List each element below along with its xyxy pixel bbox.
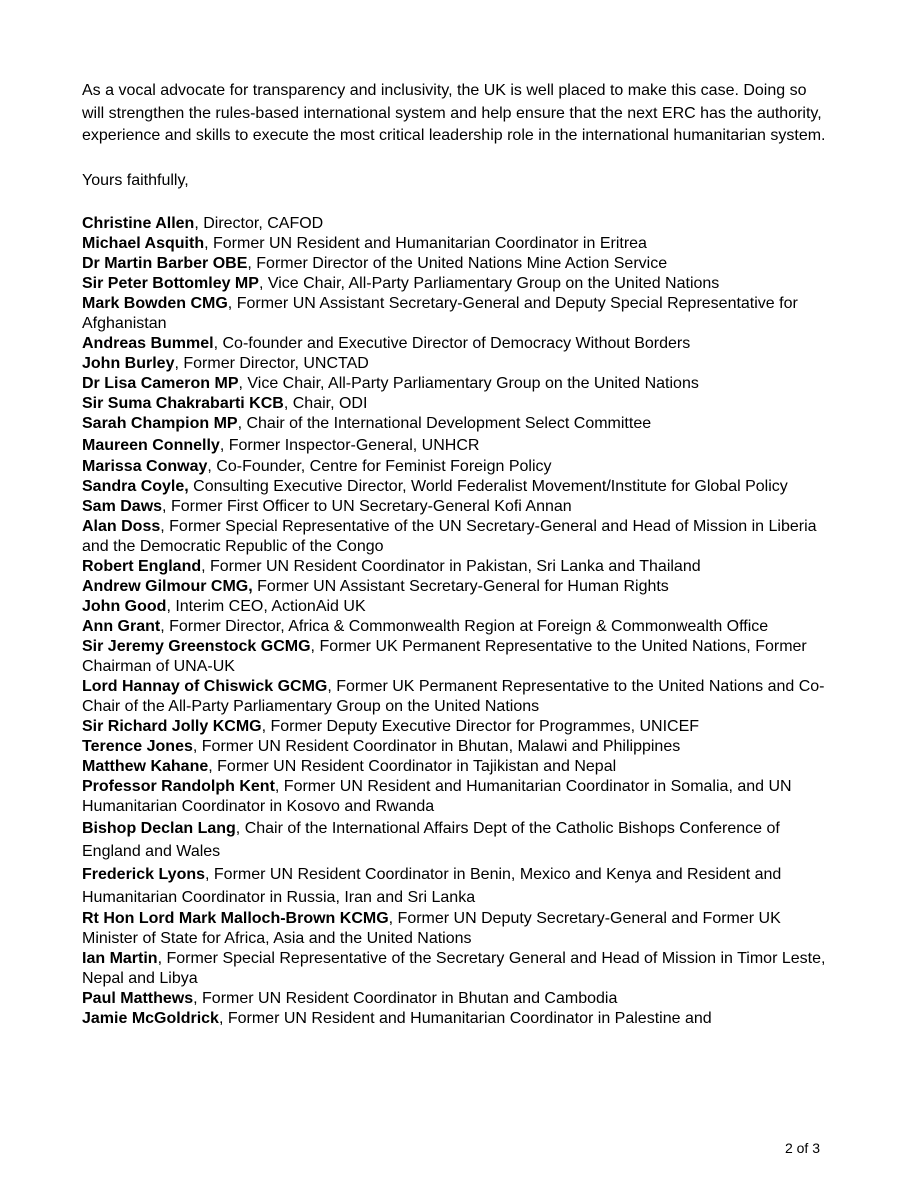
signatory-name: Terence Jones xyxy=(82,738,193,755)
signatory-name: Robert England xyxy=(82,558,202,575)
signatory-name: Dr Martin Barber OBE xyxy=(82,255,248,272)
signatory-role: , Chair, ODI xyxy=(283,395,368,412)
signatory-role: , Former Special Representative of the UN Secretary-General and Head of Mission in Liberia and the Democratic Republic of the Congo xyxy=(82,518,817,555)
signatory-item xyxy=(82,457,832,477)
signatory-role: , Former UN Resident and Humanitarian Coordinator in Palestine and xyxy=(218,1010,712,1027)
signatory-role: , Chair of the International Development Select Committee xyxy=(237,415,652,432)
signatory-role: , Former UK Permanent Representative to the United Nations, Former Chairman of UNA-UK xyxy=(82,638,807,675)
signatory-role: , Former UN Resident Coordinator in Benin, Mexico and Kenya and Resident and Humanitarian Coordinator in Russia, Iran and Sri Lanka xyxy=(82,866,782,906)
signatory-role: , Former UK Permanent Representative to the United Nations and Co-Chair of the All-Party Parliamentary Group on the United Nations xyxy=(82,678,825,715)
signatory-item xyxy=(82,617,832,637)
signatory-role: , Former Director, Africa & Commonwealth Region at Foreign & Commonwealth Office xyxy=(160,618,769,635)
signatory-role: , Former Deputy Executive Director for Programmes, UNICEF xyxy=(261,718,700,735)
signatory-name: Jamie McGoldrick xyxy=(82,1010,219,1027)
signatory-role: , Former Director of the United Nations Mine Action Service xyxy=(247,255,668,272)
signatory-item xyxy=(82,777,832,817)
signatory-name: Christine Allen xyxy=(82,215,195,232)
signatory-role: , Vice Chair, All-Party Parliamentary Group on the United Nations xyxy=(238,375,699,392)
signatory-name: Frederick Lyons xyxy=(82,866,206,883)
signatory-item xyxy=(82,517,832,557)
signatory-name: Sir Suma Chakrabarti KCB xyxy=(82,395,284,412)
signatory-name: John Good xyxy=(82,598,167,615)
signatory-name: Paul Matthews xyxy=(82,990,194,1007)
page-number: 2 of 3 xyxy=(784,1140,820,1156)
signatory-role: , Former UN Deputy Secretary-General and Former UK Minister of State for Africa, Asia and the United Nations xyxy=(82,910,781,947)
signatory-item xyxy=(82,394,832,414)
signatory-item xyxy=(82,557,832,577)
signatory-item xyxy=(82,354,832,374)
signatory-item xyxy=(82,717,832,737)
signatory-name: Bishop Declan Lang xyxy=(82,820,236,837)
signatory-item xyxy=(82,274,832,294)
signatory-role: , Former UN Resident Coordinator in Bhutan and Cambodia xyxy=(193,990,618,1007)
signatory-item xyxy=(82,294,832,334)
signatory-role: , Former UN Resident Coordinator in Pakistan, Sri Lanka and Thailand xyxy=(201,558,701,575)
signatory-name: Michael Asquith xyxy=(82,235,205,252)
signatory-name: Dr Lisa Cameron MP xyxy=(82,375,239,392)
signatory-name: Andrew Gilmour CMG, xyxy=(82,578,253,595)
signatory-item xyxy=(82,949,832,989)
signatory-item xyxy=(82,254,832,274)
signatory-role: , Former UN Resident Coordinator in Tajikistan and Nepal xyxy=(208,758,617,775)
signatory-item xyxy=(82,757,832,777)
signatory-name: Marissa Conway xyxy=(82,458,208,475)
signatory-role: Consulting Executive Director, World Federalist Movement/Institute for Global Policy xyxy=(188,478,788,495)
letter-page xyxy=(82,80,832,1029)
signatory-item xyxy=(82,434,832,457)
signatory-role: , Chair of the International Affairs Dept of the Catholic Bishops Conference of England and Wales xyxy=(82,820,780,860)
intro-paragraph: As a vocal advocate for transparency and inclusivity, the UK is well placed to make this case. Doing so will strengthen the rules-based international system and help ensure that the next ERC has the authority, experience and skills to execute the most critical leadership role in the international humanitarian system. xyxy=(82,82,826,144)
signatory-name: Mark Bowden CMG xyxy=(82,295,228,312)
signatory-item xyxy=(82,597,832,617)
signatory-role: , Former Inspector-General, UNHCR xyxy=(219,437,480,454)
signatory-name: Maureen Connelly xyxy=(82,437,220,454)
signatory-name: Rt Hon Lord Mark Malloch-Brown KCMG xyxy=(82,910,389,927)
signatory-name: Sandra Coyle, xyxy=(82,478,189,495)
signatory-item xyxy=(82,214,832,234)
signatory-role: , Co-founder and Executive Director of Democracy Without Borders xyxy=(213,335,691,352)
signatory-name: Professor Randolph Kent xyxy=(82,778,275,795)
signatory-item xyxy=(82,863,832,909)
signatory-name: Sarah Champion MP xyxy=(82,415,238,432)
signatory-name: Alan Doss xyxy=(82,518,161,535)
signatory-name: Ian Martin xyxy=(82,950,158,967)
signatory-name: Ann Grant xyxy=(82,618,161,635)
signatory-role: , Former UN Assistant Secretary-General and Deputy Special Representative for Afghanistan xyxy=(82,295,798,332)
signatory-role: , Former UN Resident Coordinator in Bhutan, Malawi and Philippines xyxy=(192,738,681,755)
signatory-role: Former UN Assistant Secretary-General for Human Rights xyxy=(252,578,669,595)
signatory-name: Lord Hannay of Chiswick GCMG xyxy=(82,678,328,695)
signatory-item xyxy=(82,989,832,1009)
signatory-item xyxy=(82,817,832,863)
signatory-role: , Former First Officer to UN Secretary-General Kofi Annan xyxy=(162,498,572,515)
signatory-role: , Former UN Resident and Humanitarian Coordinator in Somalia, and UN Humanitarian Coordinator in Kosovo and Rwanda xyxy=(82,778,792,815)
signatory-item xyxy=(82,334,832,354)
signatory-item xyxy=(82,374,832,394)
signatory-role: , Former Special Representative of the Secretary General and Head of Mission in Timor Leste, Nepal and Libya xyxy=(82,950,826,987)
signatory-item xyxy=(82,477,832,497)
signatory-item xyxy=(82,414,832,434)
signatory-item xyxy=(82,737,832,757)
signatory-item xyxy=(82,637,832,677)
signatory-name: John Burley xyxy=(82,355,175,372)
signatory-item xyxy=(82,234,832,254)
signatory-item xyxy=(82,677,832,717)
signatory-name: Sir Richard Jolly KCMG xyxy=(82,718,262,735)
signatory-name: Sir Jeremy Greenstock GCMG xyxy=(82,638,311,655)
signatory-item xyxy=(82,909,832,949)
signatory-item xyxy=(82,497,832,517)
signatory-list xyxy=(82,214,832,1029)
signatory-role: , Interim CEO, ActionAid UK xyxy=(166,598,366,615)
signatory-name: Matthew Kahane xyxy=(82,758,209,775)
signatory-role: , Former UN Resident and Humanitarian Coordinator in Eritrea xyxy=(204,235,647,252)
signatory-name: Andreas Bummel xyxy=(82,335,214,352)
signatory-role: , Vice Chair, All-Party Parliamentary Group on the United Nations xyxy=(258,275,720,292)
closing-salutation: Yours faithfully, xyxy=(82,171,189,189)
signatory-name: Sam Daws xyxy=(82,498,163,515)
signatory-item xyxy=(82,577,832,597)
signatory-role: , Director, CAFOD xyxy=(194,215,324,232)
signatory-role: , Former Director, UNCTAD xyxy=(174,355,369,372)
signatory-item xyxy=(82,1009,832,1029)
signatory-role: , Co-Founder, Centre for Feminist Foreign Policy xyxy=(207,458,552,475)
signatory-name: Sir Peter Bottomley MP xyxy=(82,275,259,292)
